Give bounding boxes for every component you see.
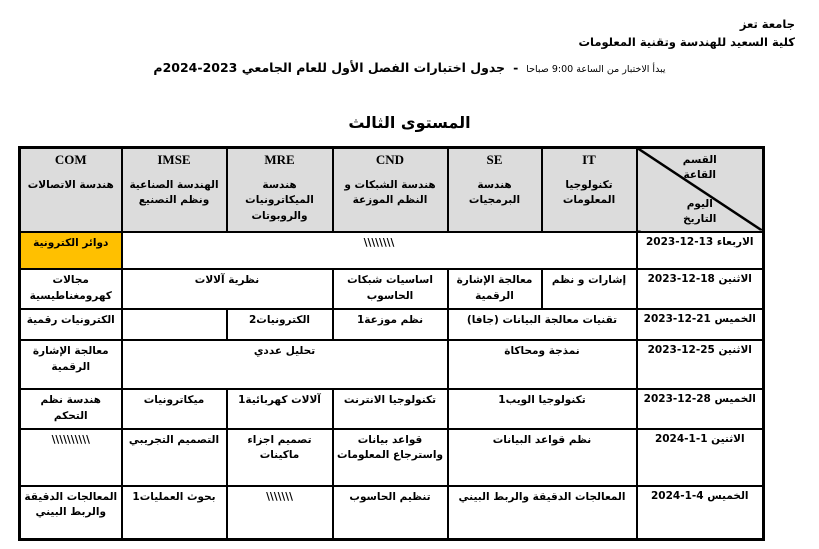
corner-label-hall: القاعة	[683, 168, 717, 181]
date-cell: الاثنين 25-12-2023	[637, 340, 764, 389]
exam-cell: المعالجات الدقيقة والربط البيني	[448, 486, 637, 540]
date-cell: الخميس 21-12-2023	[637, 309, 764, 340]
corner-axis-department	[638, 153, 763, 183]
dept-name: تكنولوجيا المعلومات	[562, 178, 616, 207]
schedule-row	[20, 269, 764, 309]
exam-cell: ميكاترونيات	[122, 389, 227, 429]
exam-cell: قواعد بيانات واسترجاع المعلومات	[333, 429, 448, 486]
exam-cell: اساسيات شبكات الحاسوب	[333, 269, 448, 309]
dept-code: SE	[486, 151, 503, 167]
column-header-mre	[227, 147, 333, 232]
column-header-it	[542, 147, 637, 232]
dept-code: COM	[54, 151, 87, 167]
exam-cell: تنظيم الحاسوب	[333, 486, 448, 540]
university-name: جامعة تعز	[739, 17, 795, 31]
column-header-imse	[122, 147, 227, 232]
schedule-row	[20, 429, 764, 486]
schedule-row	[20, 389, 764, 429]
exam-cell: التصميم التجريبي	[122, 429, 227, 486]
exam-cell: نظم قواعد البيانات	[448, 429, 637, 486]
heading-separator: -	[513, 59, 519, 75]
exam-cell: نظم موزعة1	[333, 309, 448, 340]
schedule-row	[20, 486, 764, 540]
exam-cell: الكترونيات2	[227, 309, 333, 340]
exam-cell: بحوث العمليات1	[122, 486, 227, 540]
corner-label-department: القسم	[682, 153, 717, 166]
schedule-note: يبدأ الاختبار من الساعة 9:00 صباحا	[526, 63, 666, 75]
header-row	[20, 147, 764, 232]
exam-cell: مجالات كهرومغناطيسية	[20, 269, 122, 309]
dept-name: الهندسة الصناعية ونظم التصنيع	[129, 178, 219, 207]
exam-cell: تحليل عددي	[122, 340, 448, 389]
dept-code: CND	[375, 151, 405, 167]
exam-cell: آلالات كهربائية1	[227, 389, 333, 429]
exam-cell: نظرية آلالات	[122, 269, 333, 309]
column-header-se	[448, 147, 542, 232]
university-block	[0, 0, 819, 52]
corner-axis-date	[638, 197, 763, 227]
empty-cell	[122, 309, 227, 340]
exam-cell: المعالجات الدقيقة والربط البيني	[20, 486, 122, 540]
dept-code: IMSE	[157, 151, 191, 167]
dept-name: هندسة الميكاترونيات والروبوتات	[245, 178, 314, 223]
no-exam-cell: \\\\\\\\	[122, 232, 637, 269]
exam-schedule-table	[18, 146, 765, 542]
schedule-row	[20, 309, 764, 340]
date-cell: الخميس 4-1-2024	[637, 486, 764, 540]
exam-cell: تصميم اجزاء ماكينات	[227, 429, 333, 486]
college-name: كلية السعيد للهندسة وتقنية المعلومات	[578, 34, 795, 49]
no-exam-cell: \\\\\\\\\\	[20, 429, 122, 486]
dept-code: IT	[582, 151, 596, 167]
exam-cell: تكنولوجيا الانترنت	[333, 389, 448, 429]
exam-cell: نمذجة ومحاكاة	[448, 340, 637, 389]
corner-label-date: التاريخ	[683, 212, 717, 225]
column-header-com	[20, 147, 122, 232]
dept-code: MRE	[264, 151, 295, 167]
exam-cell: إشارات و نظم	[542, 269, 637, 309]
exam-cell: دوائر الكترونية	[20, 232, 122, 269]
schedule-title: جدول اختبارات الفصل الأول للعام الجامعي 2023-2024م	[153, 59, 506, 75]
exam-cell: تقنيات معالجة البيانات (جافا)	[448, 309, 637, 340]
dept-name: هندسة البرمجيات	[468, 178, 521, 207]
no-exam-cell: \\\\\\\	[227, 486, 333, 540]
exam-cell: تكنولوجيا الويب1	[448, 389, 637, 429]
corner-label-day: اليوم	[686, 197, 713, 210]
dept-name: هندسة الشبكات و النظم الموزعة	[344, 178, 436, 207]
date-cell: الاربعاء 13-12-2023	[637, 232, 764, 269]
column-header-cnd	[333, 147, 448, 232]
schedule-row	[20, 232, 764, 269]
date-cell: الخميس 28-12-2023	[637, 389, 764, 429]
schedule-row	[20, 340, 764, 389]
level-title: المستوى الثالث	[348, 112, 471, 132]
exam-cell: هندسة نظم التحكم	[20, 389, 122, 429]
exam-cell: معالجة الإشارة الرقمية	[448, 269, 542, 309]
exam-cell: معالجة الإشارة الرقمية	[20, 340, 122, 389]
date-cell: الاثنين 1-1-2024	[637, 429, 764, 486]
schedule-heading	[0, 60, 819, 75]
corner-cell	[637, 147, 764, 232]
dept-name: هندسة الاتصالات	[27, 178, 114, 191]
date-cell: الاثنين 18-12-2023	[637, 269, 764, 309]
exam-cell: الكترونيات رقمية	[20, 309, 122, 340]
